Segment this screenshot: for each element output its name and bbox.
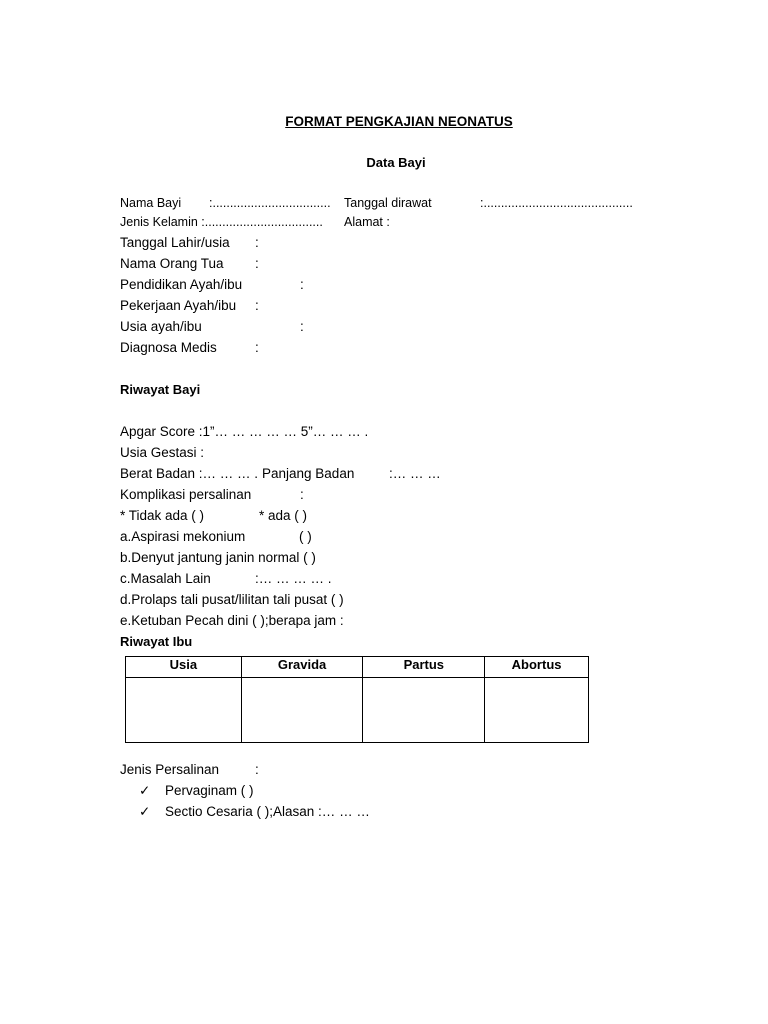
option-tidak-ada: * Tidak ada ( ) <box>120 508 205 523</box>
berat-badan-field: Berat Badan :… … … . <box>120 466 259 481</box>
masalah-lain-field: :… … … … . <box>255 571 332 586</box>
diagnosa-medis-label: Diagnosa Medis <box>120 340 217 355</box>
tanggal-lahir-label: Tanggal Lahir/usia <box>120 235 230 250</box>
column-header-abortus: Abortus <box>485 657 589 678</box>
nama-orang-tua-colon: : <box>255 256 259 271</box>
pendidikan-label: Pendidikan Ayah/ibu <box>120 277 243 292</box>
table-cell-gravida[interactable] <box>241 678 363 743</box>
usia-ayah-ibu-colon: : <box>300 319 304 334</box>
section-title-riwayat-ibu: Riwayat Ibu <box>120 634 193 649</box>
section-title-data-bayi: Data Bayi <box>366 155 426 170</box>
usia-gestasi-field: Usia Gestasi : <box>120 445 205 460</box>
page-title: FORMAT PENGKAJIAN NEONATUS <box>285 114 513 129</box>
option-sectio-cesaria-label: Sectio Cesaria ( );Alasan :… … … <box>165 804 370 819</box>
column-header-gravida: Gravida <box>241 657 363 678</box>
column-header-partus: Partus <box>363 657 485 678</box>
diagnosa-medis-colon: : <box>255 340 259 355</box>
table-row <box>126 678 589 743</box>
nama-orang-tua-label: Nama Orang Tua <box>120 256 224 271</box>
komplikasi-colon: : <box>300 487 304 502</box>
aspirasi-mekonium-box: ( ) <box>299 529 312 544</box>
tanggal-dirawat-label: Tanggal dirawat <box>344 196 432 210</box>
jenis-persalinan-label: Jenis Persalinan <box>120 762 220 777</box>
jenis-persalinan-colon: : <box>255 762 259 777</box>
pekerjaan-label: Pekerjaan Ayah/ibu <box>120 298 237 313</box>
komplikasi-label: Komplikasi persalinan <box>120 487 252 502</box>
option-pervaginam-label: Pervaginam ( ) <box>165 783 254 798</box>
riwayat-ibu-table <box>125 656 589 743</box>
apgar-score-field: Apgar Score :1”… … … … … 5”… … … . <box>120 424 369 439</box>
aspirasi-mekonium-label: a.Aspirasi mekonium <box>120 529 246 544</box>
pekerjaan-colon: : <box>255 298 259 313</box>
table-header-row <box>126 657 589 678</box>
tanggal-dirawat-field: :........................................... <box>480 196 633 210</box>
tanggal-lahir-colon: : <box>255 235 259 250</box>
table-cell-abortus[interactable] <box>485 678 589 743</box>
column-header-usia: Usia <box>126 657 242 678</box>
panjang-badan-field: :… … … <box>389 466 441 481</box>
denyut-jantung-item: b.Denyut jantung janin normal ( ) <box>120 550 316 565</box>
check-icon: ✓ <box>139 804 151 819</box>
alamat-field: Alamat : <box>344 215 390 229</box>
section-title-riwayat-bayi: Riwayat Bayi <box>120 382 201 397</box>
nama-bayi-label: Nama Bayi <box>120 196 182 210</box>
table-cell-partus[interactable] <box>363 678 485 743</box>
option-ada: * ada ( ) <box>259 508 308 523</box>
jenis-kelamin-field: Jenis Kelamin :.................................. <box>120 215 323 229</box>
ketuban-item: e.Ketuban Pecah dini ( );berapa jam : <box>120 613 344 628</box>
pendidikan-colon: : <box>300 277 304 292</box>
panjang-badan-label: Panjang Badan <box>262 466 355 481</box>
masalah-lain-label: c.Masalah Lain <box>120 571 211 586</box>
option-sectio-cesaria <box>139 804 370 820</box>
table-cell-usia[interactable] <box>126 678 242 743</box>
option-pervaginam <box>139 783 254 799</box>
prolaps-item: d.Prolaps tali pusat/lilitan tali pusat ( ) <box>120 592 344 607</box>
usia-ayah-ibu-label: Usia ayah/ibu <box>120 319 202 334</box>
check-icon: ✓ <box>139 783 151 798</box>
nama-bayi-field: :.................................. <box>209 196 331 210</box>
